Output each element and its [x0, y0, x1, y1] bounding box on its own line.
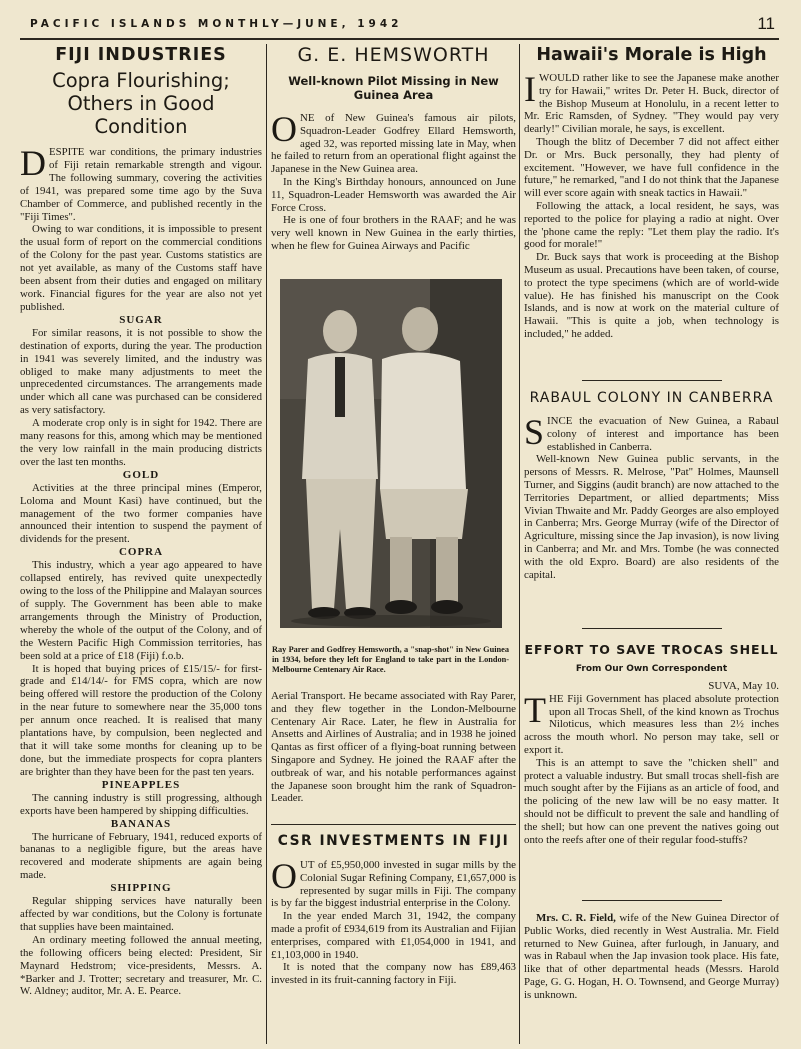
hawaii-paragraph: WOULD rather like to see the Japanese make another try for Hawaii," writes Dr. Peter H. Buck, director of the Bishop Museum at Honolulu, in a recent letter to Mr. Eric Ramsden, of Sydney. "They would pay very dearly!" Civilian morale, he says, is excellent.	[524, 72, 779, 136]
section-rule	[271, 824, 516, 825]
drop-cap: I	[524, 69, 536, 109]
csr-paragraph: In the year ended March 31, 1942, the company made a profit of £934,619 from its Australian and Fijian enterprises, compared with £1,054,000 in 1941, and £1,103,000 in 1940.	[271, 910, 516, 961]
bananas-subhead: BANANAS	[110, 817, 172, 830]
csr-paragraph: UT of £5,950,000 invested in sugar mills by the Colonial Sugar Refining Company, £1,657,000 is represented by sugar mills in Fiji. The company is by far the biggest industrial enterprise in the Colony.	[271, 859, 516, 910]
column-divider	[266, 44, 267, 1044]
trocas-byline: From Our Own Correspondent	[575, 664, 728, 674]
pineapples-subhead: PINEAPPLES	[101, 778, 181, 791]
drop-cap: O	[271, 109, 297, 149]
hemsworth-paragraph: In the King's Birthday honours, announced on June 11, Squadron-Leader Hemsworth was awarded the Air Force Cross.	[271, 175, 516, 214]
trocas-paragraph: This is an attempt to save the "chicken shell" and protect a valuable industry. But small trocas shell-fish are much sought after by the Fijians as an article of food, and the policing of the new law will be no easy matter. It should not be difficult to prevent the sale and handling of the shell; but how can one prevent the natives going out onto the reefs after one of their regular food-stuffs?	[524, 756, 779, 846]
hawaii-headline: Hawaii's Morale is High	[536, 45, 767, 65]
rabaul-paragraph: INCE the evacuation of New Guinea, a Rabaul colony of interest and importance has been established in Canberra.	[547, 415, 779, 453]
running-head: PACIFIC ISLANDS MONTHLY—JUNE, 1942	[30, 18, 403, 30]
fiji-paragraph: Activities at the three principal mines (Emperor, Loloma and Mount Kasi) have continued, but the management of the two former companies have announced their intention to suspend the payment of dividends for the present.	[20, 481, 262, 546]
section-rule	[582, 628, 722, 629]
fiji-paragraph: Owing to war conditions, it is impossible to present the usual form of report on the commercial conditions of the Colony for the past year. Customs statistics are not yet available, as many of the Customs staff have been absent from their duties and engaged on military work. Financial figures for the year are also not yet published.	[20, 223, 262, 313]
fiji-headline: Copra Flourishing; Others in Good Condition	[52, 69, 230, 138]
fiji-paragraph: It is hoped that buying prices of £15/15/- for first-grade and £14/14/- for FMS copra, which are now being offered will restore the production of the Colony in the near future to somewhere near the 35,000 tons per annum once reached. It is realised that many plantations have, by compulsion, been neglected and that it will take some months for cleaning up to be done, but the immediate prospects for copra planters are brighter than they have been for the past ten years.	[20, 662, 262, 778]
column-divider	[519, 44, 520, 1044]
drop-cap: T	[524, 689, 546, 730]
csr-headline: CSR INVESTMENTS IN FIJI	[277, 833, 510, 849]
copra-subhead: COPRA	[118, 546, 164, 559]
drop-cap: S	[524, 412, 545, 452]
fiji-paragraph: Regular shipping services have naturally been affected by war conditions, but the Colony is fortunate that supplies have been maintained.	[20, 895, 262, 933]
hemsworth-headline: G. E. HEMSWORTH	[297, 44, 490, 66]
hawaii-paragraph: Following the attack, a local resident, he says, was reported to the police for playing a radio at night. Over the 'phone came the reply: "Let them play the radio. It's good for morale!"	[524, 199, 779, 251]
trocas-dateline: SUVA, May 10.	[708, 680, 779, 692]
fiji-paragraph: This industry, which a year ago appeared to have collapsed entirely, has revived quite unexpectedly owing to the loss of the Philippine and Malayan sources of supply. The Government has been able to make arrangements through the Ministry of Production, whereby the whole of the output of the Colony, and of the Western Pacific High Commission territories, has been sold at a price of £18 (Fiji) f.o.b.	[20, 559, 262, 662]
csr-paragraph: It is noted that the company now has £89,463 invested in its fruit-canning factory in Fiji.	[271, 961, 516, 987]
trocas-headline: EFFORT TO SAVE TROCAS SHELL	[524, 642, 779, 657]
hemsworth-paragraph: He is one of four brothers in the RAAF; and he was very well known in New Guinea in the early thirties, when he flew for Guinea Airways and Pacific	[271, 214, 516, 252]
trocas-paragraph: HE Fiji Government has placed absolute protection upon all Trocas Shell, of the kind known as Trochus Niloticus, which measures less than 2½ inches across the mouth whorl. No person may take, sell or export it.	[524, 692, 779, 756]
field-lead: Mrs. C. R. Field,	[536, 912, 616, 924]
fiji-paragraph: The hurricane of February, 1941, reduced exports of bananas to a negligible figure, but the areas have recovered and moderate shipments are again being made.	[20, 830, 262, 882]
fiji-paragraph: An ordinary meeting followed the annual meeting, the following officers being elected: President, Sir Maynard Hedstrom; vice-presidents, Messrs. A. *Barker and J. Trotter; secretary and treasurer, Mr. C. W. Aldney; auditor, Mr. A. E. Pearce.	[20, 933, 262, 998]
drop-cap: D	[20, 143, 46, 183]
photo-caption: Ray Parer and Godfrey Hemsworth, a "snap-shot" in New Guinea in 1934, before they left for England to take part in the London-Melbourne Centenary Air Race.	[272, 645, 509, 674]
pilots-photo	[280, 279, 502, 628]
hemsworth-paragraph: NE of New Guinea's famous air pilots, Squadron-Leader Godfrey Ellard Hemsworth, aged 32, was reported missing late in May, when he failed to return from an operational flight against the Japanese in the New Guinea area.	[271, 112, 516, 176]
field-text: wife of the New Guinea Director of Public Works, died recently in West Australia. Mr. Field returned to New Guinea, after furlough, in January, and was in Rabaul when the Jap invasion took place. His fate, like that of other departmental heads (Messrs. Harold Page, G. G. Hogan, H. O. Townsend, and George Murray) is unknown.	[524, 912, 779, 1001]
hawaii-paragraph: Dr. Buck says that work is proceeding at the Bishop Museum as usual. Precautions have been taken, of course, to protect the type specimens (which are of world-wide value). He has finished his manuscript on the Cook Islands, and is now at work on the material culture of Hawaii. "This is quite a job, when technology is included," he added.	[524, 251, 779, 340]
trocas-article	[524, 642, 779, 846]
rabaul-paragraph: Well-known New Guinea public servants, in the persons of Messrs. R. Melrose, "Pat" Holmes, Maunsell Turner, and Siggins (audit branch) are now attached to the Territories Department, or allied departments; Miss Vivian Thwaite and Mr. Paddy Georges are also employed in Canberra; Mrs. George Murray (wife of the Director of Agriculture, missing since the Jap invasion), is now living in Canberra; and Mr. and Mrs. Tombe (he was connected with the old Expro. Board) are also residents of the capital.	[524, 453, 779, 581]
hemsworth-continuation	[271, 690, 516, 805]
section-rule	[582, 380, 722, 381]
hawaii-paragraph: Though the blitz of December 7 did not affect either Dr. or Mrs. Buck personally, they had plenty of excitement. "However, we have full confidence in the future," he remarked, "and I do not think that the Japanese will ever score again with sneak tactics in Hawaii."	[524, 135, 779, 200]
csr-article	[271, 832, 516, 987]
field-notice	[524, 912, 779, 1002]
hawaii-article	[524, 44, 779, 341]
fiji-kicker: FIJI INDUSTRIES	[55, 45, 227, 65]
fiji-paragraph: For similar reasons, it is not possible to show the destination of exports, during the year. The production in 1941 was severely limited, and the industry was obliged to make many adjustments to meet the unprecedented circumstances. The arrangements made under which all cane was purchased can be considered as very satisfactory.	[20, 326, 262, 417]
fiji-paragraph: The canning industry is still progressing, although exports have been hampered by shipping difficulties.	[20, 791, 262, 817]
sugar-subhead: SUGAR	[119, 313, 163, 326]
hemsworth-subhead: Well-known Pilot Missing in New Guinea Area	[288, 74, 499, 102]
hemsworth-paragraph: Aerial Transport. He became associated with Ray Parer, and they flew together in the London-Melbourne Centenary Air Race. Later, he flew in Australia for Ansetts and Airlines of Australia; and in 1938 he joined Qantas as first officer of a flying-boat running between Singapore and Sydney. He joined the RAAF after the outbreak of war, and his notable performances against the Japanese soon brought him the rank of Squadron-Leader.	[271, 690, 516, 805]
running-header	[30, 14, 775, 34]
section-rule	[582, 900, 722, 901]
rabaul-headline: RABAUL COLONY IN CANBERRA	[529, 390, 774, 406]
shipping-subhead: SHIPPING	[110, 882, 172, 895]
drop-cap: O	[271, 856, 297, 896]
photo-illustration	[280, 279, 502, 628]
fiji-industries-article	[20, 44, 262, 998]
page-number: 11	[757, 14, 775, 33]
rabaul-article	[524, 390, 779, 581]
fiji-paragraph: ESPITE war conditions, the primary industries of Fiji retain remarkable strength and vigour. The following summary, covering the activities of 1941, was prepared some time ago by the Suva Chamber of Commerce, and published recently in the "Fiji Times".	[20, 146, 262, 223]
gold-subhead: GOLD	[122, 468, 160, 481]
header-rule	[20, 38, 779, 40]
fiji-paragraph: A moderate crop only is in sight for 1942. There are many reasons for this, among which may be mentioned the very low rainfall in the main producing districts over the last ten months.	[20, 417, 262, 468]
